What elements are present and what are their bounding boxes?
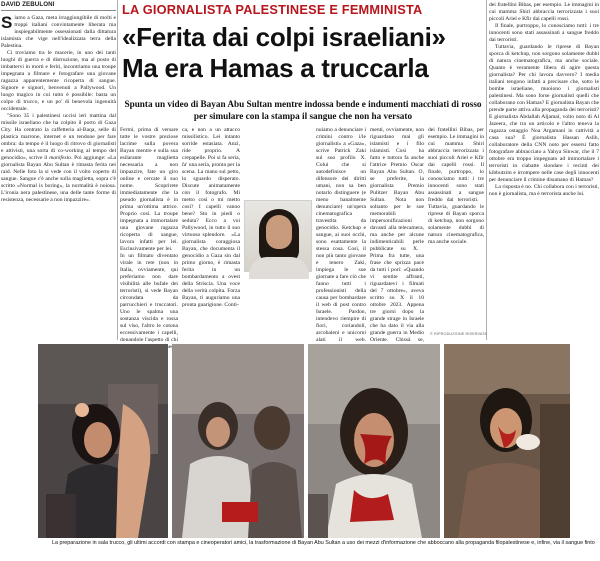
headline <box>122 22 482 84</box>
photo-strip <box>38 344 570 538</box>
article-column-4: menti, ovviamente, non riguardano mai gli islamisti e i filo islamisti. Così ha fatto e tuttora fa anche l'attrice Premio Oscar Bayan Abu Sultan. O, se preferite, la giornalista Premio Pulitzer Bayan Abu Sultan. Nota non soltanto per le sue memorabili impersonificazioni davanti alla telecamera, ma anche per alcune indimenticabili perle pubblicate su X. Prima fra tutte, una frase che sprizza pace da tutti i pori: «Quando vi sentite affranti, riguardatevi i filmati del 7 ottobre», aveva scritto su X il 10 ottobre 2023. Appena tre giorni dopo la grande strage in Israele che ha dato il via alla grande guerra in Medio Oriente. Chissà se, <box>370 127 424 343</box>
dropcap: S <box>1 13 13 32</box>
headline-line-1: «Ferita dai colpi israeliani» <box>122 22 446 52</box>
right-column-divider <box>486 0 487 340</box>
article-column-2b <box>182 200 240 341</box>
left-column <box>0 0 116 340</box>
right-paragraph-2: Il finale, purtroppo, lo conosciamo tutti: i tre innocenti sono stati assassinati a sangue freddo dai terroristi. <box>489 23 599 43</box>
left-column-divider <box>117 0 118 340</box>
copyright-notice: © RIPRODUZIONE RISERVATA <box>430 332 488 336</box>
left-paragraph-1: Siamo a Gaza, meta irraggiungibile di molti e troppi italiani convintamente liberata ma inspiegabilmente ossessionati dalla dittatura islamista che vige nell'idealizzata terra della Palestina. <box>1 13 116 49</box>
photo-caption: La preparazione in sala trucco, gli ultimi accordi con stampa e cineoperatori amici, la trasformazione di Bayan Abu Sultan a uso dei mezzi d'informazione che abboccano alla propaganda filopalestinese e, infine, via il sangue finto <box>52 540 595 546</box>
left-column-body <box>1 15 116 204</box>
right-column <box>489 2 599 340</box>
article-column-1: Fermi, prima di versare tutte le vostre preziose lacrime sulla povera Bayan mentre e sulla sua esilarante maglietta necessaria a non impazzire, fate un giro online e cercate il suo nome. Scoprirete immediatamente che la pseudo giornalista è in prima un'ottima attrice. Proprio così. La troupe impegnata a immortalare una giovane ragazza ricoperta di sangue, lavora infatti per lei. Esclusivamente per lei. In un filmato diventato virale in rete (non in Italia, ovviamente, qui preferiamo non dare visibilità alle bufale dei terroristi), si vede Bayan circondata da parrucchieri e truccatori. Uno le spalma una sostanza viscida e rossa sul viso, l'altro le cotona eccessivamente i capelli, donandole l'aspetto di chi <box>120 127 178 343</box>
right-paragraph-4: La risposta è no. Chi collabora con i terroristi, non è giornalista, ma è terrorista anche lui. <box>489 184 599 197</box>
bloodied-face-photo <box>308 344 440 538</box>
makeup-session-photo <box>38 344 168 538</box>
article-column-5: dei fratellini Bibas, per esempio. Le immagini in cui mamma Shiri abbraccia terrorizzata i suoi piccoli Ariel e Kfir dai capelli rossi. Il finale, purtroppo, lo conosciamo tutti: i tre innocenti sono stati assassinati a sangue freddo dai terroristi. Tuttavia, guardando le riprese di Bayan sporca di ketchup, non sorgono solamente dubbi di natura cinematografica, ma anche sociale. <box>428 127 484 245</box>
headline-line-2: Ma era Hamas a truccarla <box>122 53 429 83</box>
portrait <box>244 200 312 282</box>
kicker: LA GIORNALISTA PALESTINESE E FEMMINISTA <box>122 2 423 17</box>
subheadline: Spunta un video di Bayan Abu Sultan mentre indossa bende e indumenti macchiati di rosso per simulare con la stampa il sangue che non ha versato <box>124 99 482 121</box>
left-paragraph-2: Ci troviamo tra le macerie, in uno dei tanti luoghi di guerra e di distruzione, ma al posto di imbattervi in morti e feriti, incontriamo una troupe impegnata a filmare e fotografare una giovane ragazza apparentemente ricoperta di sangue. Signore e signori, benvenuti a Pallywood. Un luogo magico in cui tutto è possibile: basta un colpo di trucco, e un po' di benevola ingenuità occidentale. <box>1 50 116 112</box>
right-paragraph-1: dei fratellini Bibas, per esempio. Le immagini in cui mamma Shiri abbraccia terrorizzata i suoi piccoli Ariel e Kfir dai capelli rossi. <box>489 2 599 22</box>
left-paragraph-3: "Sono 35 i palestinesi uccisi ieri mattina dal missile israeliano che ha colpito il porto di Gaza City. Ha centrato la caffetteria al-Baqa, selle di plastica marrone, internet e un tendone per fare ombra: da tempo è il luogo di ritrovo di giornalisti e attivisti, una sorta di co-working al tempo del genocidio», scrive il manifesto. Poi aggiunge: «La giornalista Bayan Abu Sultan è rimasta ferita nei raid. Nelle foto la si vede con il volto coperto di sangue. Sangue c'è anche sulla maglietta, sopra c'è scritto «Normal is boring», la normalità è noiosa. L'ironia nera palestinese, una delle tante forme di resistenza, necessarie a non impazzire». <box>1 113 117 203</box>
author-byline: DAVID ZEBULONI <box>1 0 116 11</box>
right-paragraph-3: Tuttavia, guardando le riprese di Bayan sporca di ketchup, non sorgono solamente dubbi di natura cinematografica, ma anche sociale. Quanto è veramente libera di agire questa giornalista? Per chi lavora davvero? I media italiani tengono infatti a precisare che, sotto le bombe israeliane, muoiono i giornalisti palestinesi. Ma sono forse giornalisti quelli che collaborano con Hamas? E giornalista Bayan che prende parte attiva alla propaganda dei terroristi? E giornalista Abdallah Aljamal, volto noto di Al Jazeera, che tra un articolo e l'altro teneva la ragazza ostaggio Noa Argamani in cattività a casa sua? È giornalista Hassan Aslih, collaboratore della CNN noto per essersi fatto fotografare abbracciato a Yahya Sinwar, che il 7 ottobre era troppo impegnato ad immortalare i terroristi in ciabatte slondare i recinti dei kibbutzim e irrompere nelle case degli innocenti per denunciare il crimine disumano di Hamas? <box>489 44 599 183</box>
wiping-fake-blood-photo <box>444 344 570 538</box>
press-briefing-photo <box>172 344 304 538</box>
portrait-image <box>244 200 312 272</box>
article-column-2: ca, e non a un attacco missilistico. Lei intanto sorride estasiata. Anzi, ride proprio. A crepapelle. Poi si fa seria, fa' una seria, pronta per la scena. La mano sul petto, lo sguardo disperato. Discute animatamente con il fotografo. Mi metto così o mi metto così? I capelli vanno bene? Sto in piedi o seduta? Ecco a voi Pallywood, in tutto il suo virtuoso splendore. «La giornalista coraggiosa Bayan, che documenta il genocidio a Gaza sin dal primo giorno, è rimasta ferita in un bombardamento a ovest della Striscia. Una voce della verità colpita. Forza Bayan, ti auguriamo una pronta guarigione. Conti- <box>182 127 240 308</box>
article-column-3: nuiamo a denunciare i crimini contro i/le giornalisti» a «Gaza», scrive Patrick Zaki sul suo profilo X. Colui che si autodefinisce un difensore dei diritti umani, non sa ben notarlo distinguere (e meno banalmente denunciare) un'opera cinematografica travestita da genocidio. Ketchup e sangue, ai suoi occhi, sono esattamente la stessa cosa. Così, il non più tanto giovane e tenero Zaki, impiega le sue giornate a fare ciò che fanno tutti i professionisti della causa per bombardare il web di post contro Israele. Pardon, intendevo riempire di fiori, coriandoli, arcobaleni e unicorni alati il web. <box>316 127 366 343</box>
